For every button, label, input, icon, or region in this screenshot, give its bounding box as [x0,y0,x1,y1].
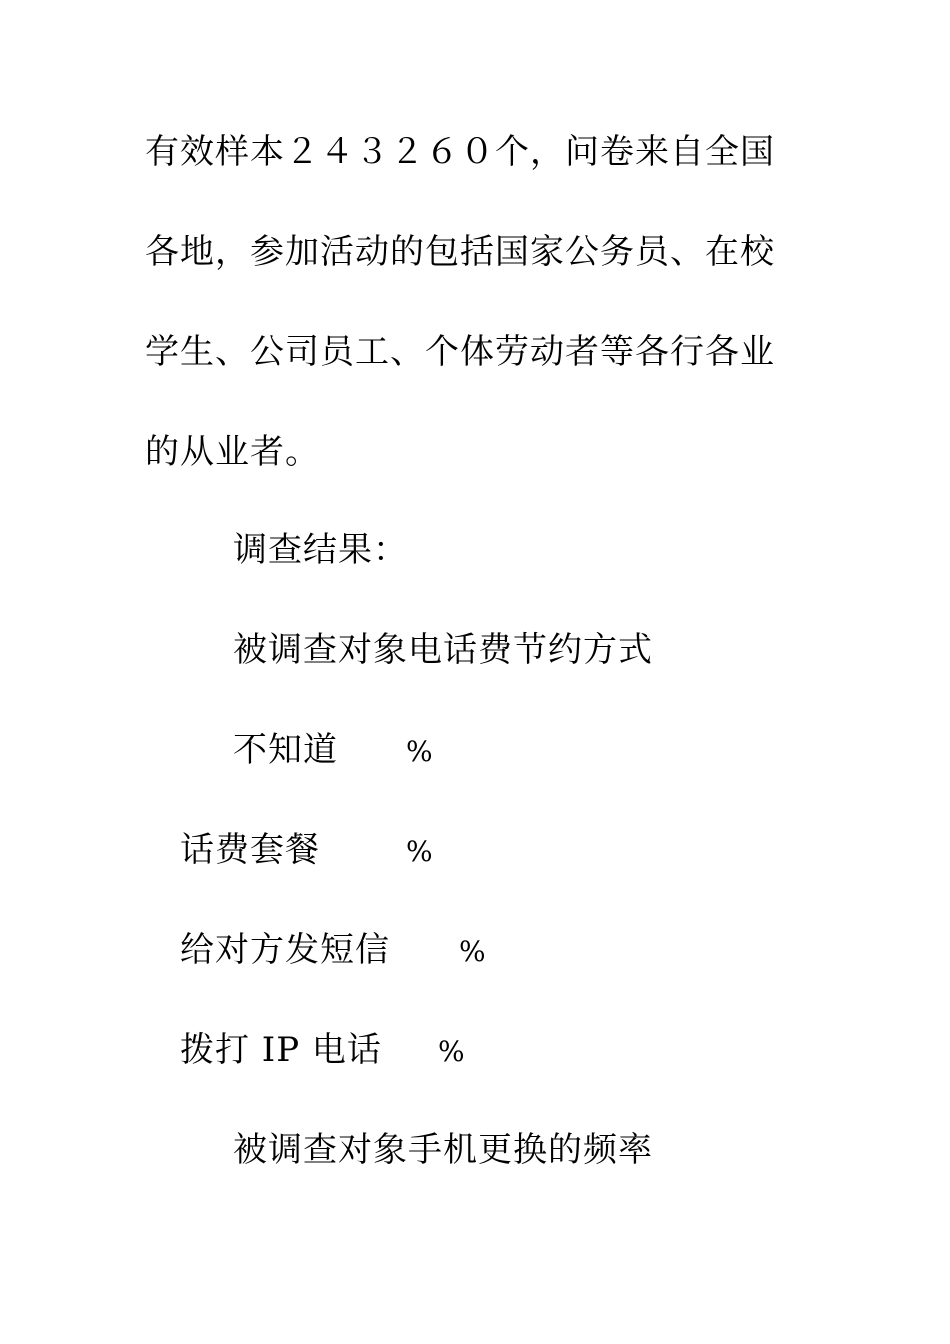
item-value-ip-call: % [438,1035,465,1068]
section2-title: 被调查对象手机更换的频率 [233,1130,653,1170]
paragraph-line-1: 有效样本２４３２６０个，问卷来自全国 [145,132,775,172]
item-label-ip-call: 拨打 IP 电话 [180,1030,382,1070]
paragraph-line-2: 各地，参加活动的包括国家公务员、在校 [145,232,775,272]
item-value-unknown: % [406,735,433,768]
paragraph-line-4: 的从业者。 [145,432,320,472]
item-label-unknown: 不知道 [233,730,338,770]
item-value-plan: % [406,835,433,868]
item-label-plan: 话费套餐 [180,830,320,870]
results-heading: 调查结果： [233,530,408,570]
item-value-sms: % [459,935,486,968]
paragraph-line-3: 学生、公司员工、个体劳动者等各行各业 [145,332,775,372]
item-label-sms: 给对方发短信 [180,930,390,970]
section1-title: 被调查对象电话费节约方式 [233,630,653,670]
